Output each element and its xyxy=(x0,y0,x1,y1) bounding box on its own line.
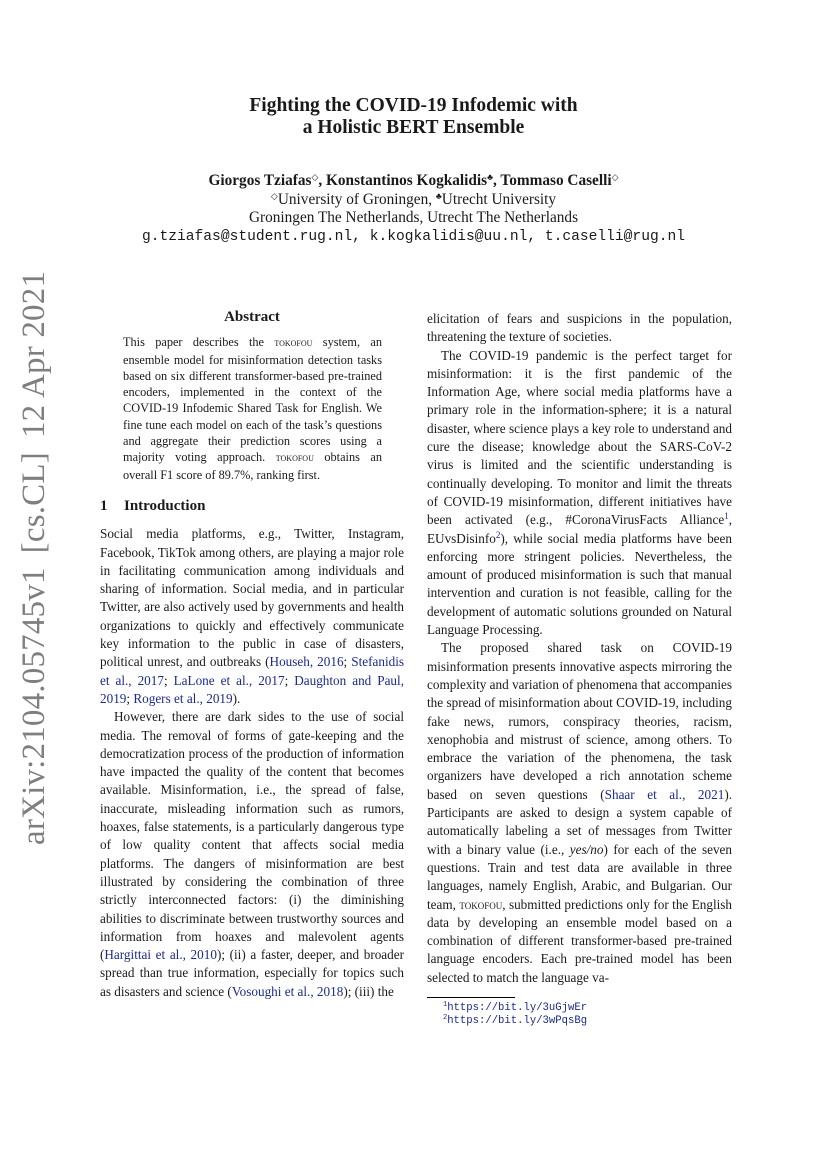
title-line-1: Fighting the COVID-19 Infodemic with xyxy=(249,95,578,116)
paragraph-text: ); (ii) a faster, deeper, and broader spread than true information, especially for topics such as disasters and science ( xyxy=(100,947,405,999)
paper-title xyxy=(0,95,827,139)
citation-link[interactable]: LaLone et al., 2017 xyxy=(173,672,285,688)
paragraph-text: ). Participants are asked to design a system capable of automatically labeling a set of messages from Twitter with a binary value (i.e., xyxy=(427,786,733,857)
paragraph-text: The proposed shared task on COVID-19 misinformation presents innovative aspects mirroring the complexity and variation of phenomena that accompanies the spread of misinformation about COVID-19, including fake news, rumors, conspiracy theories, racism, xenophobia and mistrust of science, among others. To embrace the variation of the phenomena, the task organizers have developed a rich annotation scheme based on seven questions ( xyxy=(427,640,732,802)
citation-link[interactable]: Vosoughi et al., 2018 xyxy=(231,983,344,999)
footnote-1 xyxy=(443,1002,732,1016)
abstract-body xyxy=(123,334,382,483)
affiliation-mark: ♣ xyxy=(435,190,442,201)
intro-paragraph-1: Social media platforms, e.g., Twitter, Instagram, Facebook, TikTok among others, are playing a major role in facilitating communication among individuals and sharing of information. Social media, and in particular Twitter, are also actively used by governments and health organizations to quickly and effectively communicate key information to the public in case of disasters, political unrest, and outbreaks (Househ, 2016; Stefanidis et al., 2017; LaLone et al., 2017; Daughton and Paul, 2019; Rogers et al., 2019). xyxy=(100,526,404,706)
affiliation-mark: ◇ xyxy=(270,190,278,201)
citation-link[interactable]: Hargittai et al., 2010 xyxy=(104,947,217,963)
footnote-mark: 1 xyxy=(443,1000,448,1009)
footnote-link[interactable]: https://bit.ly/3wPqsBg xyxy=(447,1015,588,1028)
section-number: 1 xyxy=(100,497,108,514)
system-name: tokofou xyxy=(459,897,503,912)
arxiv-id: arXiv:2104.05745v1 xyxy=(16,567,52,845)
author-name: Tommaso Caselli xyxy=(500,172,612,189)
author-name: Konstantinos Kogkalidis xyxy=(326,172,488,189)
abstract-text: This paper describes the xyxy=(123,335,275,350)
paragraph-text: ), while social media platforms have been enforcing more stringent policies. Nevertheless, the amount of produced misinformation is such that manual intervention and curation is not feasible, calling for the development of automatic solutions grounded on Natural Language Processing. xyxy=(427,530,732,638)
author-block xyxy=(0,172,827,246)
intro-paragraph-4 xyxy=(427,639,732,987)
citation-link[interactable]: Rogers et al., 2019 xyxy=(133,690,233,706)
system-name: tokofou xyxy=(275,452,314,465)
section-heading-introduction xyxy=(100,497,404,515)
author-names: Giorgos Tziafas◇, Konstantinos Kogkalidis♣, Tommaso Caselli◇ xyxy=(208,172,619,189)
intro-paragraph-2 xyxy=(100,708,404,1001)
footnote-ref-1[interactable]: 1 xyxy=(724,511,729,522)
citation-link[interactable]: Househ, 2016 xyxy=(269,654,344,670)
right-column xyxy=(427,310,732,1029)
title-line-2: a Holistic BERT Ensemble xyxy=(302,117,525,138)
author-name: Giorgos Tziafas xyxy=(208,172,312,189)
author-location: Groningen The Netherlands, Utrecht The Netherlands xyxy=(248,209,579,226)
abstract-heading: Abstract xyxy=(224,309,280,325)
paragraph-text: ). xyxy=(232,690,241,706)
affiliation-utrecht: Utrecht University xyxy=(441,190,557,208)
affiliation-mark: ◇ xyxy=(311,172,319,182)
arxiv-category: [cs.CL] xyxy=(16,452,52,554)
citation-link[interactable]: Stefanidis et al., 2017 xyxy=(100,654,404,688)
left-column xyxy=(100,308,404,1001)
system-name: tokofou xyxy=(274,337,313,350)
section-title: Introduction xyxy=(124,497,206,514)
intro-paragraph-3 xyxy=(427,347,732,640)
paragraph-text: The COVID-19 pandemic is the perfect target for misinformation: it is the first pandemic of the Information Age, where social media platforms have a primary role in the information-sphere; it is a natural disaster, where science plays a key role to understand and cure the disease; knowledge about the SARS-CoV-2 virus is limited and the scientific understanding is continually developing. To monitor and limit the threats of COVID-19 misinformation, different initiatives have been activated (e.g., #CoronaVirusFacts Alliance xyxy=(427,347,732,528)
citation-link[interactable]: Shaar et al., 2021 xyxy=(604,786,725,802)
abstract-text: system, an ensemble model for misinformation detection tasks based on six different transformer-based pre-trained encoders, implemented in the context of the COVID-19 Infodemic Shared Task for English. We fine tune each model on each of the task’s questions and aggregate their prediction scores using a majority voting approach. xyxy=(123,335,382,465)
intro-paragraph-2-continued: elicitation of fears and suspicions in the population, threatening the texture of societies. xyxy=(427,311,732,345)
footnote-divider xyxy=(427,997,515,998)
italic-term: yes/no xyxy=(569,841,604,857)
footnotes xyxy=(427,1002,732,1029)
affiliations xyxy=(0,191,827,210)
footnote-ref-2[interactable]: 2 xyxy=(495,529,501,540)
paragraph-text: Social media platforms, e.g., Twitter, Instagram, Facebook, TikTok among others, are playing a major role in facilitating communication among individuals and sharing of information. Social media, and in particular Twitter, are also actively used by governments and health organizations to quickly and effectively communicate key information to the public in case of disasters, political unrest, and outbreaks ( xyxy=(100,526,404,670)
footnote-2 xyxy=(443,1015,732,1029)
abstract-text: obtains an overall F1 score of 89.7%, ranking first. xyxy=(123,450,382,482)
paragraph-text: ); (iii) the xyxy=(343,983,394,999)
citation-link[interactable]: Daughton and Paul, 2019 xyxy=(100,672,404,706)
paragraph-text: However, there are dark sides to the use of social media. The removal of forms of gate-keeping and the democratization process of the production of information have impacted the quality of the content that becomes available. Misinformation, i.e., the spread of false, inaccurate, misleading information such as rumors, hoaxes, false statements, is a particularly dangerous type of low quality content that affects social media platforms. The dangers of misinformation are best illustrated by considering the combination of three strictly interconnected factors: (i) the diminishing abilities to discriminate between trustworthy sources and information from hoaxes and malevolent agents ( xyxy=(100,709,404,963)
affiliation-groningen: University of Groningen, xyxy=(277,190,436,208)
affiliation-mark: ♣ xyxy=(487,172,494,182)
affiliation-mark: ◇ xyxy=(611,172,619,182)
arxiv-date: 12 Apr 2021 xyxy=(16,270,52,439)
arxiv-identifier-stamp xyxy=(16,257,53,845)
paragraph-text: , EUvsDisinfo xyxy=(427,512,732,546)
footnote-link[interactable]: https://bit.ly/3uGjwEr xyxy=(447,1001,588,1014)
paragraph-text: , submitted predictions only for the English data by developing an ensemble model based on a combination of different transformer-based pre-trained language encoders. Each pre-trained model has been selected to match the language va- xyxy=(427,896,732,985)
footnote-mark: 2 xyxy=(443,1014,448,1023)
author-emails[interactable]: g.tziafas@student.rug.nl, k.kogkalidis@uu.nl, t.caselli@rug.nl xyxy=(142,228,685,245)
paragraph-text: ) for each of the seven questions. Train and test data are available in three languages, namely English, Arabic, and Bulgarian. Our team, xyxy=(427,841,732,912)
